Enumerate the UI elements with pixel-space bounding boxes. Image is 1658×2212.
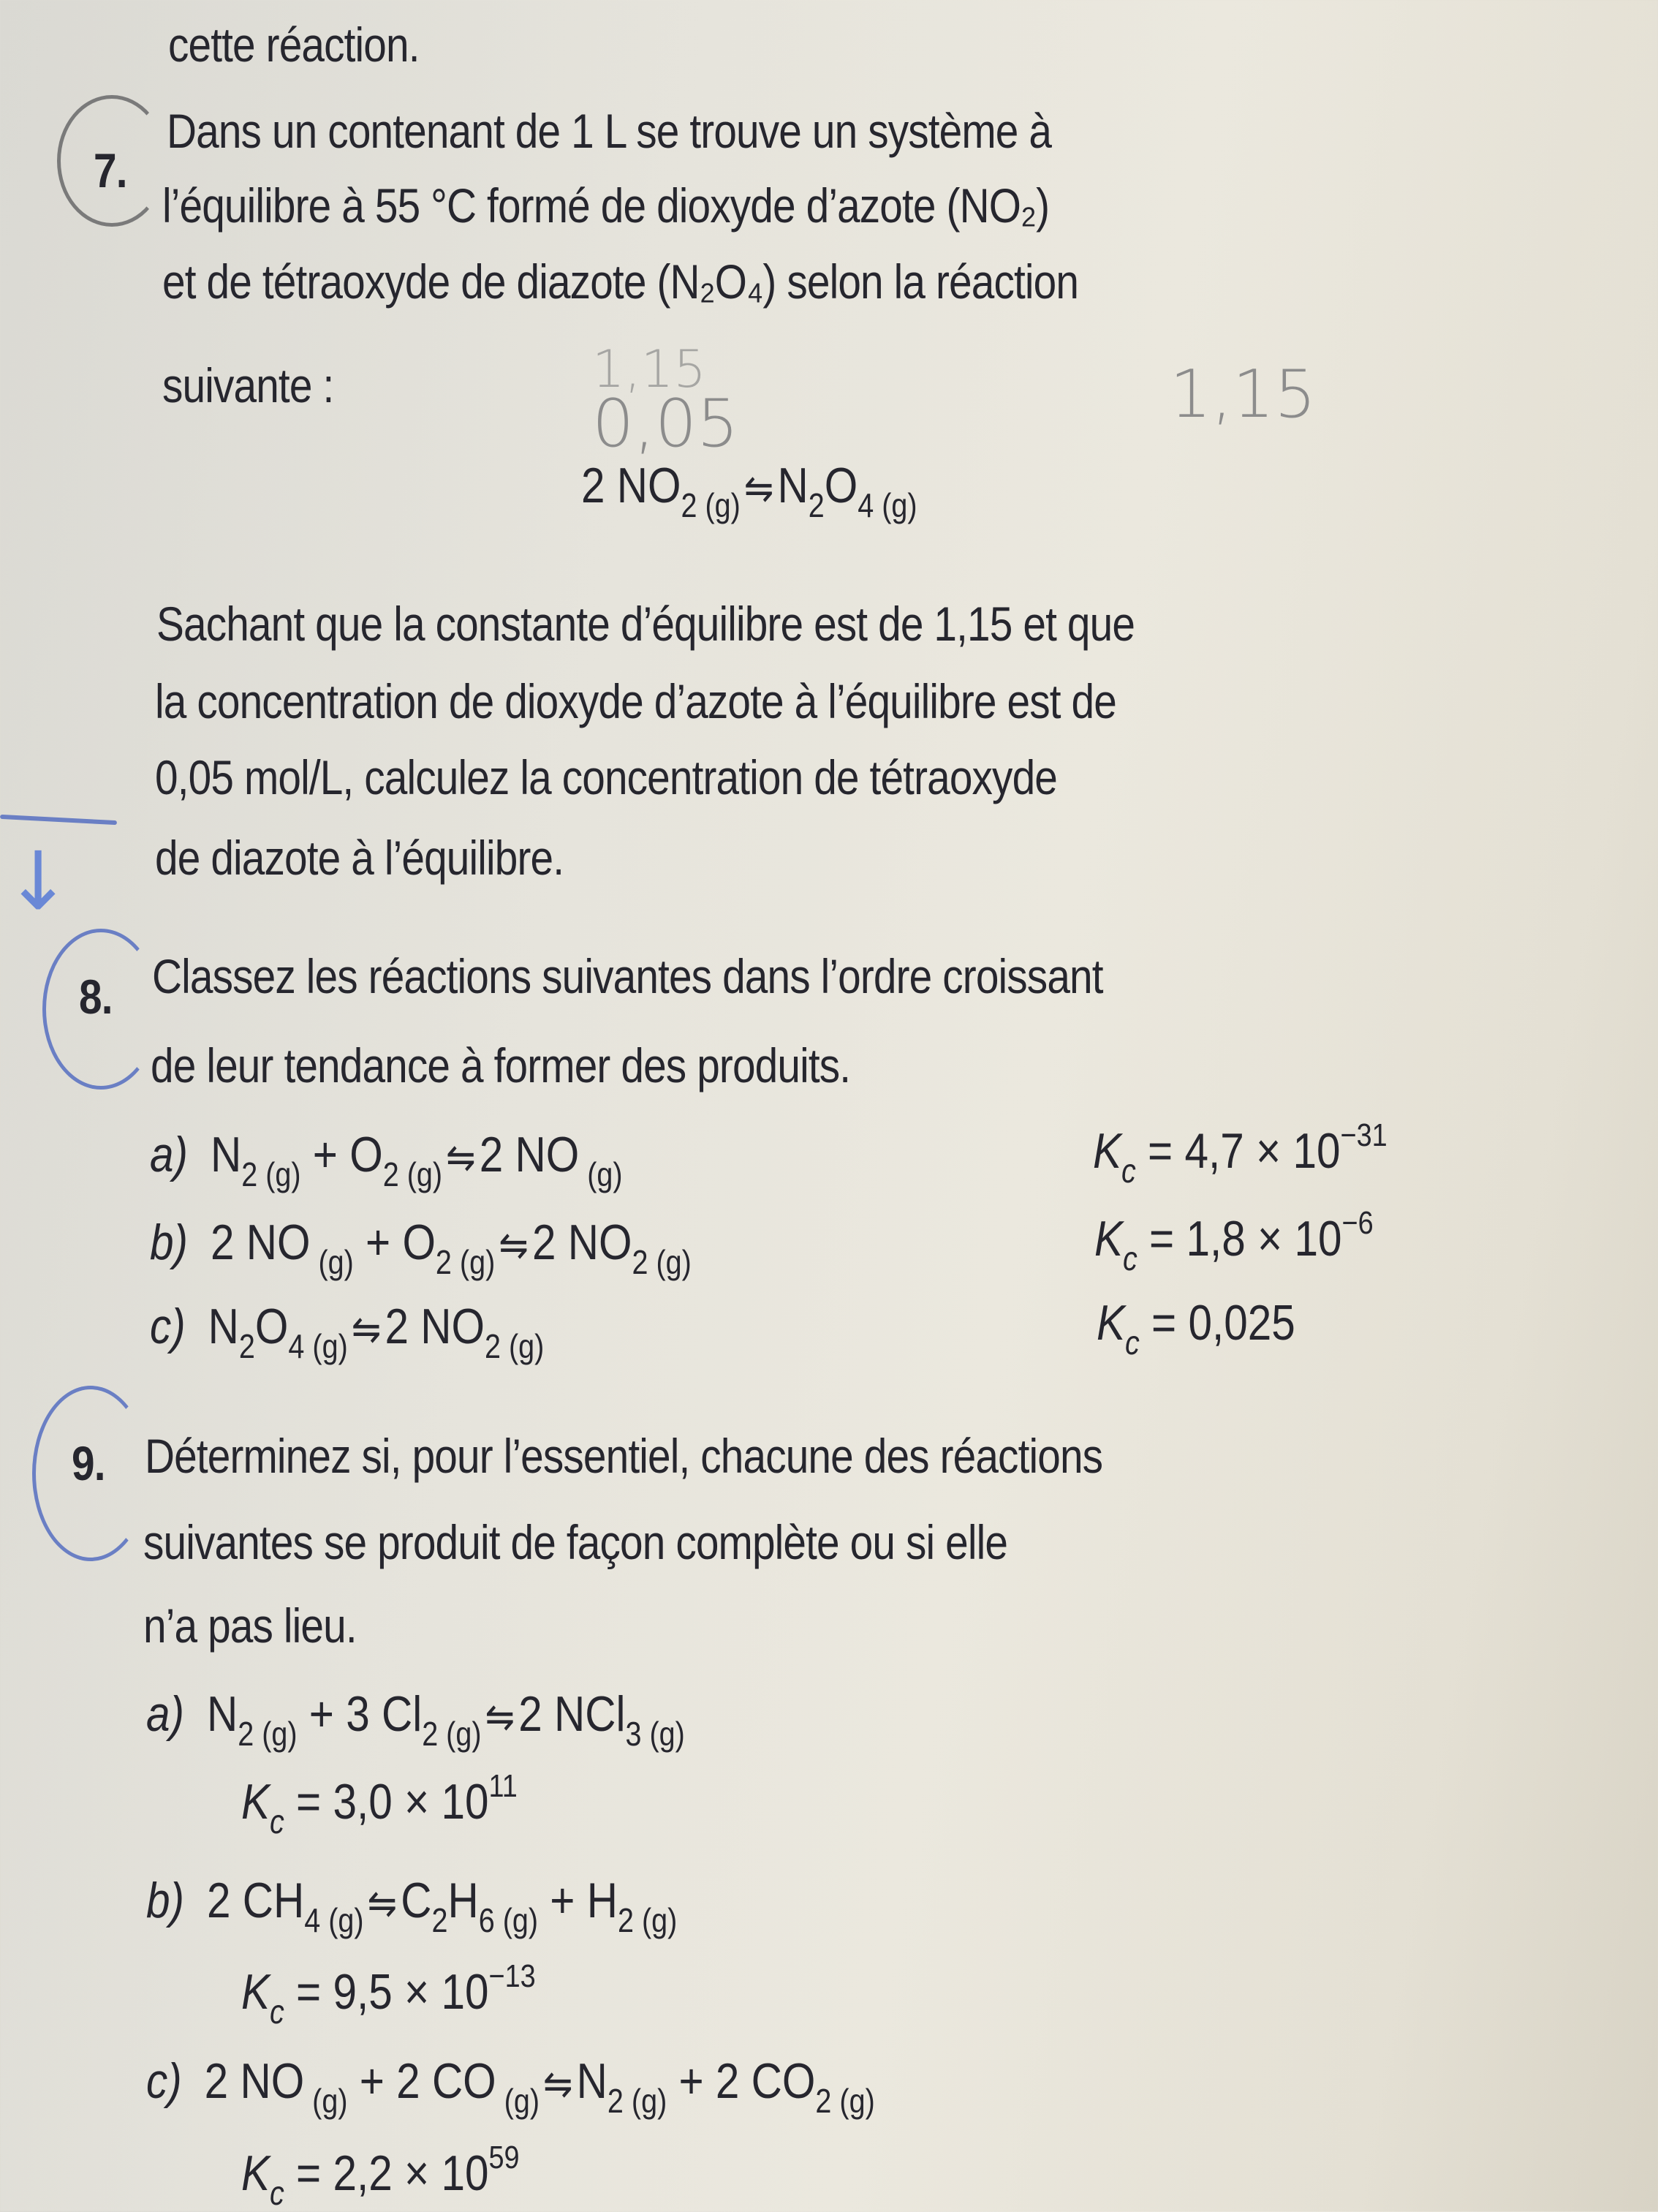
- q8-line-1: Classez les réactions suivantes dans l’ordre croissant: [152, 949, 1103, 1003]
- equilibrium-arrow-icon: ⇋: [485, 1694, 515, 1740]
- pen-underline-mark: [0, 815, 117, 825]
- q7-equation: 2 $NO_{2 (g)}⇋N_2O_{4 (g)}$: [581, 458, 917, 524]
- equilibrium-arrow-icon: ⇋: [351, 1306, 382, 1352]
- q9-line-2: suivantes se produit de façon complète ou si elle: [143, 1515, 1008, 1569]
- q7-body-2: la concentration de dioxyde d’azote à l’équilibre est de: [155, 674, 1116, 728]
- previous-text: cette réaction.: [168, 18, 420, 72]
- q8-reaction-b: b) 2 NO $_{(g)} + O_{2 (g)}⇋2$ $NO_{2 (g)}$: [150, 1215, 692, 1281]
- handwritten-no2-value: 0,05: [592, 385, 739, 462]
- q7-line-1: Dans un contenant de 1 L se trouve un système à: [167, 104, 1052, 158]
- equilibrium-arrow-icon: ⇋: [499, 1222, 529, 1268]
- q7-body-1: Sachant que la constante d’équilibre est de 1,15 et que: [156, 597, 1135, 651]
- q8-reaction-a: a) $N_{2 (g)}$ + $O_{2 (g)}⇋2$ NO $_{(g)}$: [150, 1127, 623, 1193]
- q8-line-2: de leur tendance à former des produits.: [151, 1038, 851, 1092]
- q8-reaction-c: c) $N_2O_{4 (g)}⇋2$ $NO_{2 (g)}$: [150, 1299, 545, 1365]
- q9-reaction-b: b) 2 $CH_{4 (g)}⇋C_2H_{6 (g)} + H_{2 (g)}$: [146, 1873, 678, 1939]
- q7-line-4: suivante :: [162, 358, 334, 412]
- q7-body-4: de diazote à l’équilibre.: [155, 831, 564, 885]
- q9-reaction-c: c) 2 NO $_{(g)}$ + 2 CO $_{(g)}⇋N_{2 (g)} + 2$ $CO_{2 (g)}$: [146, 2053, 875, 2120]
- q9-kc-b: $K_c = 9,5 \times 10^{-13}$: [241, 1958, 536, 2031]
- question-number-8: 8.: [79, 970, 113, 1024]
- q7-line-3: et de tétraoxyde de diazote (N₂O₄) selon la réaction: [162, 254, 1079, 309]
- question-number-9: 9.: [72, 1436, 105, 1490]
- q9-reaction-a: a) $N_{2 (g)} + 3$ $Cl_{2 (g)}⇋2$ NCl$_{3 (g)}$: [146, 1686, 685, 1753]
- q7-line-2: l’équilibre à 55 °C formé de dioxyde d’azote (NO₂): [162, 178, 1050, 233]
- pen-down-arrow-icon: ↓: [4, 834, 72, 928]
- question-number-7: 7.: [94, 143, 127, 197]
- equilibrium-arrow-icon: ⇋: [446, 1134, 476, 1180]
- q9-kc-a: $K_c = 3,0 \times 10^{11}$: [241, 1768, 518, 1841]
- q7-body-3: 0,05 mol/L, calculez la concentration de tétraoxyde: [155, 750, 1057, 804]
- equilibrium-arrow-icon: ⇋: [367, 1880, 398, 1926]
- equilibrium-arrow-icon: ⇋: [543, 2061, 573, 2107]
- q8-kc-a: $K_c = 4,7 \times 10^{-31}$: [1093, 1117, 1388, 1190]
- q9-kc-c: $K_c = 2,2 \times 10^{59}$: [241, 2140, 520, 2212]
- q9-line-1: Déterminez si, pour l’essentiel, chacune des réactions: [145, 1429, 1103, 1483]
- equilibrium-arrow-icon: ⇋: [744, 465, 774, 511]
- handwritten-scribble: 1,15: [592, 339, 706, 399]
- q8-kc-b: $K_c = 1,8 \times 10^{-6}$: [1094, 1205, 1374, 1277]
- handwritten-kc-value: 1,15: [1170, 356, 1317, 433]
- q9-line-3: n’a pas lieu.: [143, 1598, 357, 1653]
- q8-kc-c: $K_c = 0,025$: [1097, 1295, 1295, 1362]
